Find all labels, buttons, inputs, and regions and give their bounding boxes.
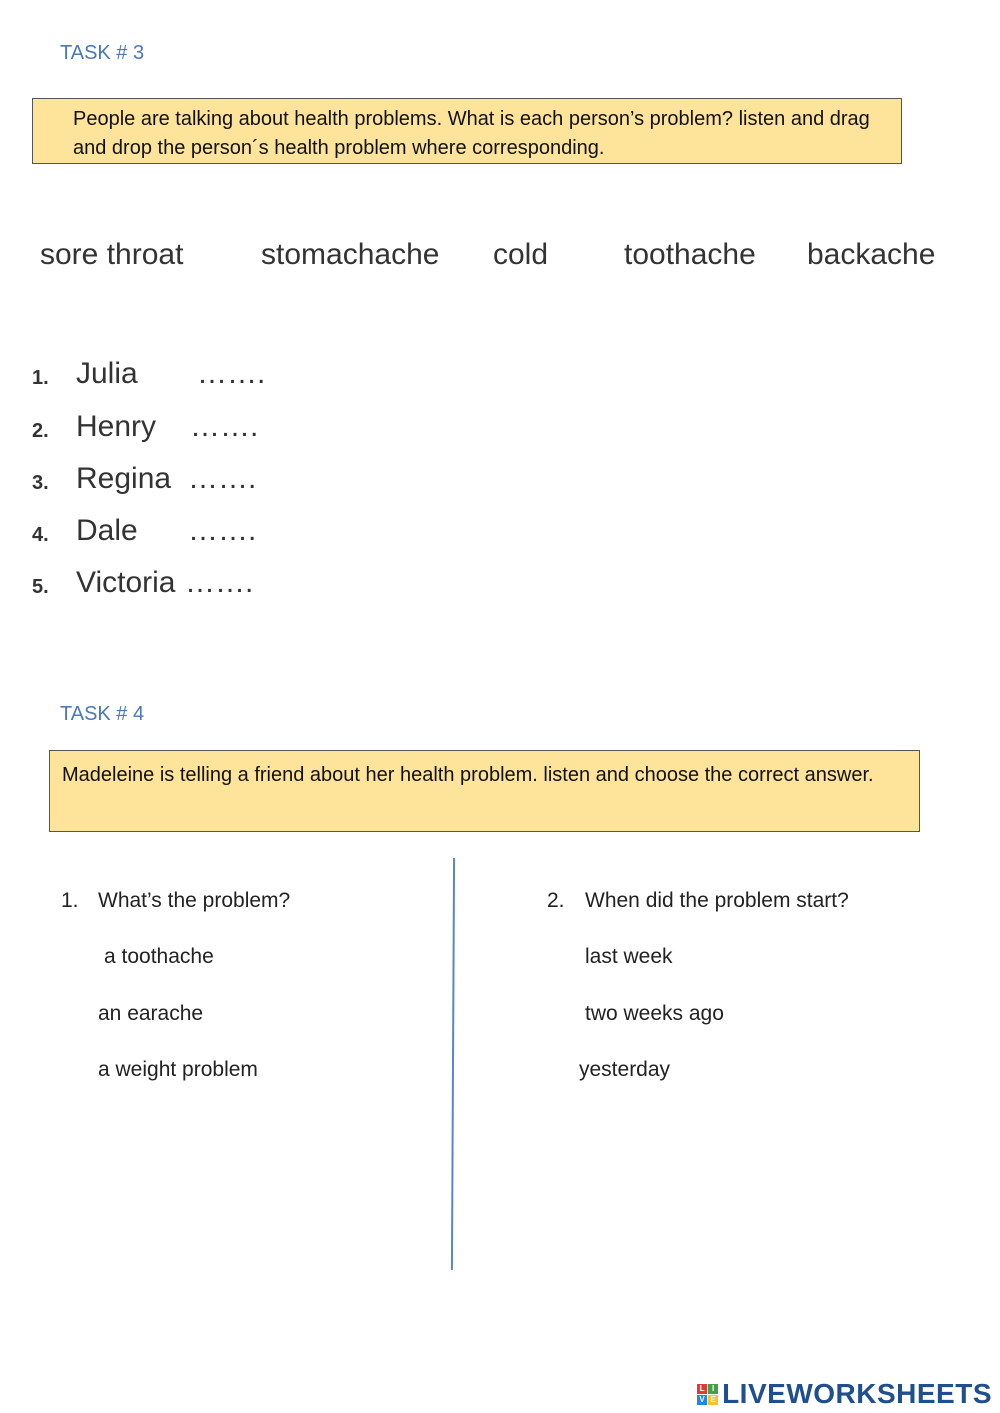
item-number: 4. <box>32 524 49 546</box>
drop-target-victoria[interactable]: ……. <box>185 566 254 599</box>
logo-mark-letter: E <box>708 1395 718 1405</box>
logo-mark-letter: L <box>697 1384 707 1394</box>
word-sore-throat[interactable]: sore throat <box>40 238 184 271</box>
question-1-text: What’s the problem? <box>98 889 291 912</box>
person-name-julia: Julia <box>76 357 138 390</box>
question-1-number: 1. <box>61 889 79 912</box>
person-name-henry: Henry <box>76 410 157 443</box>
option-a-weight-problem[interactable]: a weight problem <box>98 1058 258 1081</box>
item-number: 1. <box>32 367 49 389</box>
liveworksheets-logo <box>697 1378 992 1410</box>
question-2-number: 2. <box>547 889 565 912</box>
option-a-toothache[interactable]: a toothache <box>104 945 214 968</box>
drop-target-regina[interactable]: ……. <box>188 462 257 495</box>
logo-mark-icon <box>697 1384 718 1405</box>
task3-instruction: People are talking about health problems. What is each person’s problem? listen and drag and drop the person´s health problem where corresponding. <box>32 98 902 164</box>
option-yesterday[interactable]: yesterday <box>579 1058 671 1081</box>
drop-target-henry[interactable]: ……. <box>190 410 259 443</box>
question-2-text: When did the problem start? <box>585 889 849 912</box>
task4-instruction: Madeleine is telling a friend about her health problem. listen and choose the correct answer. <box>49 750 920 832</box>
option-an-earache[interactable]: an earache <box>98 1002 204 1025</box>
task3-title: TASK # 3 <box>60 42 145 64</box>
person-name-regina: Regina <box>76 462 172 495</box>
column-divider <box>451 858 455 1270</box>
word-toothache[interactable]: toothache <box>624 238 756 271</box>
option-last-week[interactable]: last week <box>585 945 673 968</box>
task4-title: TASK # 4 <box>60 703 145 725</box>
item-number: 2. <box>32 420 49 442</box>
word-stomachache[interactable]: stomachache <box>261 238 440 271</box>
person-name-dale: Dale <box>76 514 138 547</box>
item-number: 5. <box>32 576 49 598</box>
drop-target-dale[interactable]: ……. <box>188 514 257 547</box>
logo-text: LIVEWORKSHEETS <box>722 1378 992 1409</box>
logo-mark-letter: I <box>708 1384 718 1394</box>
item-number: 3. <box>32 472 49 494</box>
word-cold[interactable]: cold <box>493 238 549 271</box>
drop-target-julia[interactable]: ……. <box>197 357 266 390</box>
person-name-victoria: Victoria <box>76 566 176 599</box>
option-two-weeks-ago[interactable]: two weeks ago <box>585 1002 724 1025</box>
logo-mark-letter: V <box>697 1395 707 1405</box>
word-backache[interactable]: backache <box>807 238 936 271</box>
